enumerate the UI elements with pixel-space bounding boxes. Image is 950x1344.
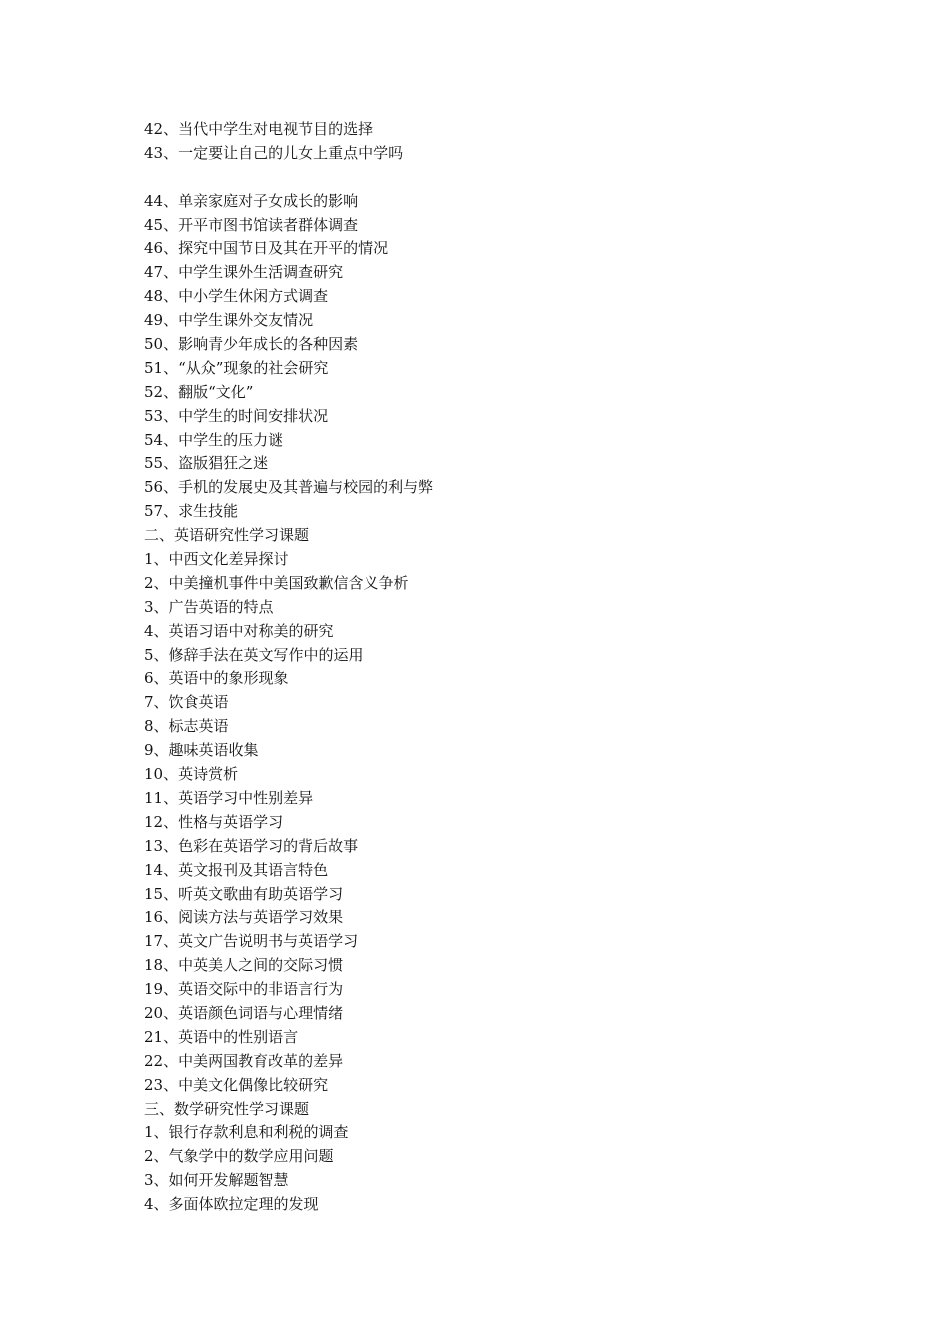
list-item: 3、如何开发解题智慧 bbox=[144, 1171, 289, 1190]
list-item: 11、英语学习中性别差异 bbox=[144, 788, 314, 807]
list-item: 二、英语研究性学习课题 bbox=[144, 526, 310, 545]
list-item: 19、英语交际中的非语言行为 bbox=[144, 980, 344, 999]
list-item: 23、中美文化偶像比较研究 bbox=[144, 1075, 329, 1094]
topic-list-continued bbox=[144, 190, 844, 1217]
list-item: 18、中英美人之间的交际习惯 bbox=[144, 956, 344, 975]
list-item: 13、色彩在英语学习的背后故事 bbox=[144, 836, 359, 855]
list-item: 12、性格与英语学习 bbox=[144, 812, 284, 831]
list-item: 20、英语颜色词语与心理情绪 bbox=[144, 1003, 344, 1022]
list-item: 1、银行存款利息和利税的调查 bbox=[144, 1123, 349, 1142]
list-item: 49、中学生课外交友情况 bbox=[144, 311, 314, 330]
list-item: 10、英诗赏析 bbox=[144, 765, 239, 784]
list-item: 4、英语习语中对称美的研究 bbox=[144, 621, 334, 640]
list-item: 15、听英文歌曲有助英语学习 bbox=[144, 884, 344, 903]
blank-line bbox=[144, 166, 844, 190]
list-item: 21、英语中的性别语言 bbox=[144, 1027, 299, 1046]
list-item: 7、饮食英语 bbox=[144, 693, 229, 712]
list-item: 三、数学研究性学习课题 bbox=[144, 1099, 310, 1118]
list-item: 48、中小学生休闲方式调查 bbox=[144, 287, 329, 306]
list-item: 43、一定要让自己的儿女上重点中学吗 bbox=[144, 143, 404, 162]
list-item: 17、英文广告说明书与英语学习 bbox=[144, 932, 359, 951]
list-item: 46、探究中国节日及其在开平的情况 bbox=[144, 239, 389, 258]
list-item: 3、广告英语的特点 bbox=[144, 597, 274, 616]
list-item: 2、中美撞机事件中美国致歉信含义争析 bbox=[144, 573, 409, 592]
list-item: 22、中美两国教育改革的差异 bbox=[144, 1051, 344, 1070]
list-item: 53、中学生的时间安排状况 bbox=[144, 406, 329, 425]
list-item: 50、影响青少年成长的各种因素 bbox=[144, 335, 359, 354]
list-item: 4、多面体欧拉定理的发现 bbox=[144, 1195, 319, 1214]
list-item: 5、修辞手法在英文写作中的运用 bbox=[144, 645, 364, 664]
list-item: 47、中学生课外生活调查研究 bbox=[144, 263, 344, 282]
list-item: 6、英语中的象形现象 bbox=[144, 669, 289, 688]
list-item: 8、标志英语 bbox=[144, 717, 229, 736]
list-item: 45、开平市图书馆读者群体调查 bbox=[144, 215, 359, 234]
list-item: 16、阅读方法与英语学习效果 bbox=[144, 908, 344, 927]
list-item: 55、盗版猖狂之迷 bbox=[144, 454, 269, 473]
list-item: 57、求生技能 bbox=[144, 502, 239, 521]
list-item: 52、翻版“文化” bbox=[144, 382, 254, 401]
list-item: 51、“从众”现象的社会研究 bbox=[144, 358, 329, 377]
list-item: 14、英文报刊及其语言特色 bbox=[144, 860, 329, 879]
list-item: 1、中西文化差异探讨 bbox=[144, 550, 289, 569]
list-item: 9、趣味英语收集 bbox=[144, 741, 259, 760]
list-item: 54、中学生的压力谜 bbox=[144, 430, 284, 449]
list-item: 2、气象学中的数学应用问题 bbox=[144, 1147, 334, 1166]
topic-list bbox=[144, 118, 844, 1217]
list-item: 42、当代中学生对电视节目的选择 bbox=[144, 120, 374, 138]
list-item: 56、手机的发展史及其普遍与校园的利与弊 bbox=[144, 478, 434, 497]
list-item: 44、单亲家庭对子女成长的影响 bbox=[144, 191, 359, 210]
